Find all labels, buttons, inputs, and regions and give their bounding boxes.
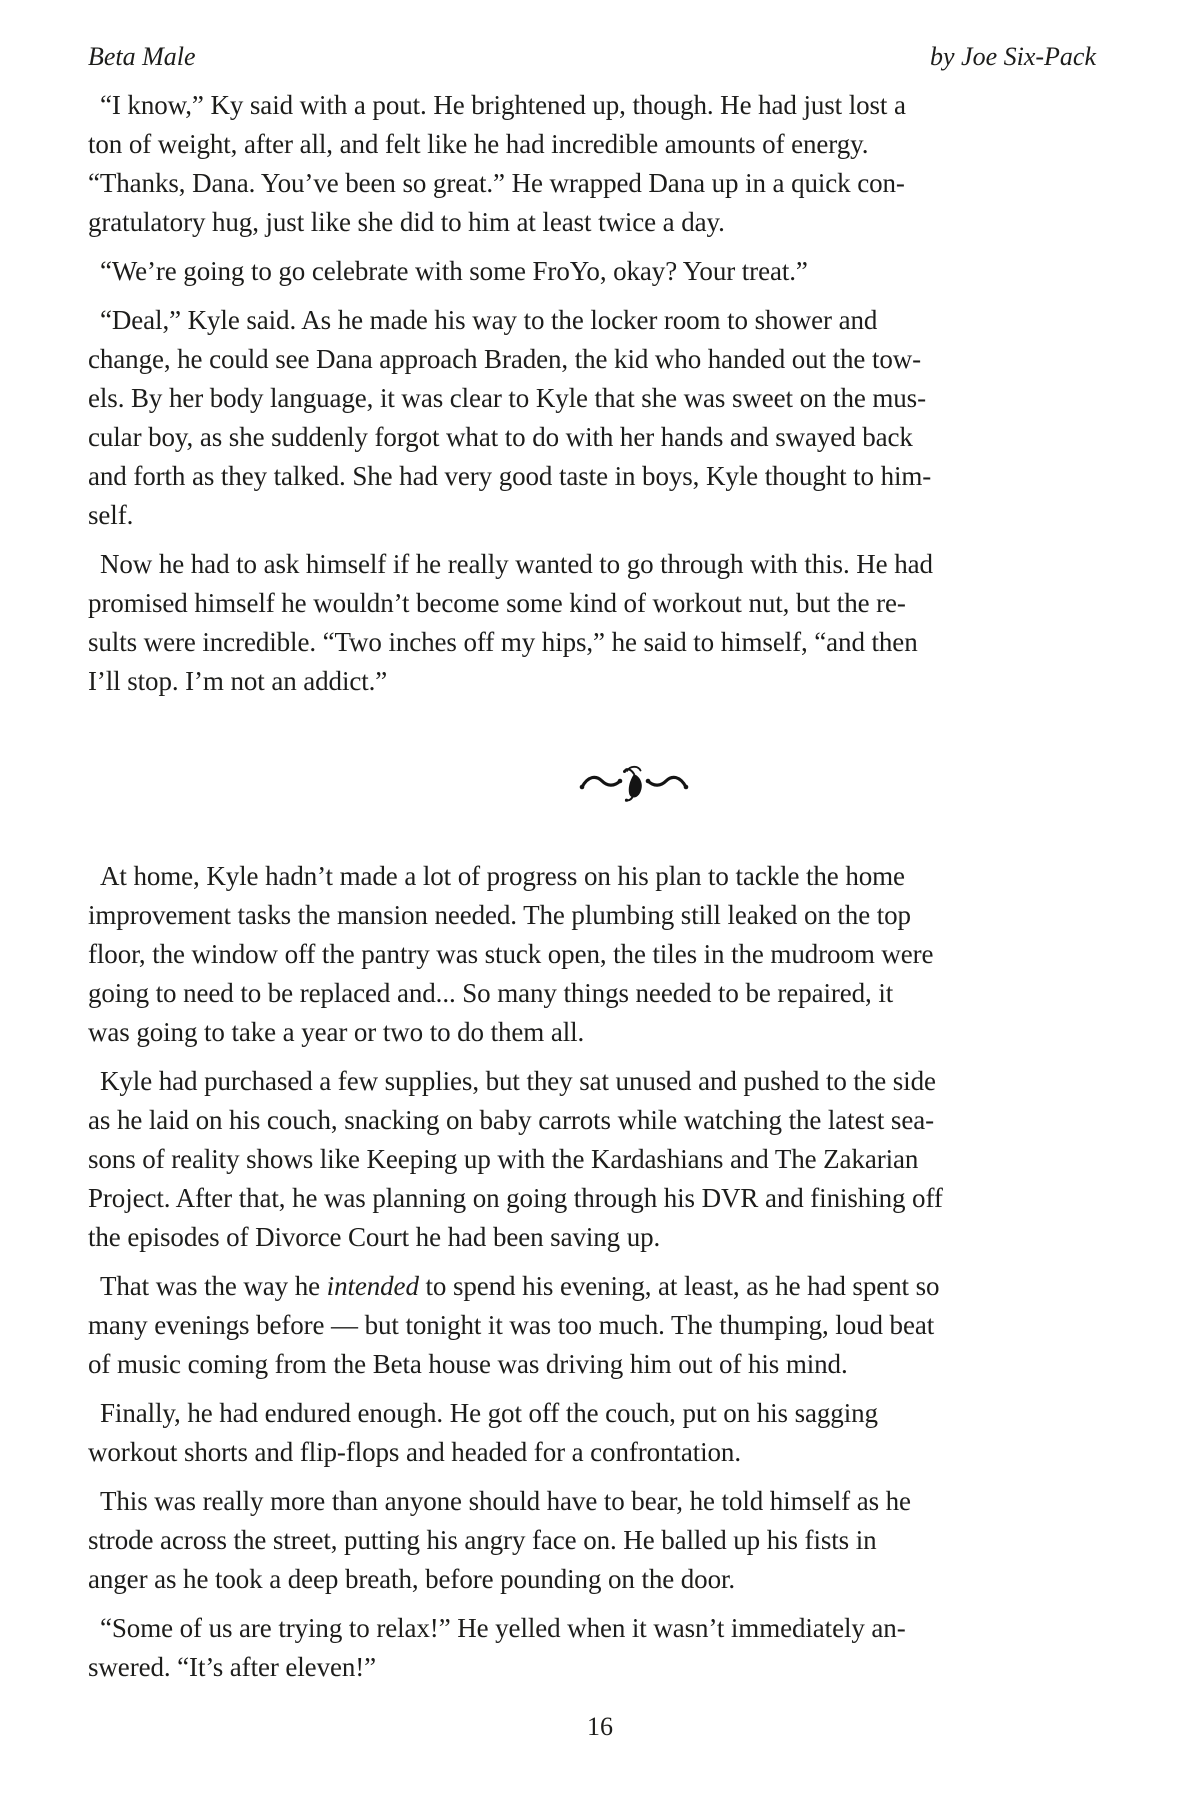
text-line: promised himself he wouldn’t become some kind of workout nut, but the re- (88, 588, 906, 618)
fleuron-ornament-icon (577, 763, 691, 803)
section-before-divider (88, 86, 1180, 701)
text-line: That was the way he intended to spend his evening, at least, as he had spent so (100, 1271, 940, 1301)
text-line: ton of weight, after all, and felt like he had incredible amounts of energy. (88, 129, 869, 159)
text-line: floor, the window off the pantry was stuck open, the tiles in the mudroom were (88, 939, 934, 969)
text-line: going to need to be replaced and... So many things needed to be repaired, it (88, 978, 894, 1008)
page-byline: by Joe Six-Pack (929, 42, 1096, 71)
text-line: strode across the street, putting his angry face on. He balled up his fists in (88, 1525, 877, 1555)
page-number: 16 (587, 1712, 613, 1741)
text-line: Now he had to ask himself if he really wanted to go through with this. He had (100, 549, 933, 579)
running-header (88, 42, 1096, 72)
text-line: cular boy, as she suddenly forgot what to do with her hands and swayed back (88, 422, 913, 452)
text-line: of music coming from the Beta house was driving him out of his mind. (88, 1349, 848, 1379)
paragraph (88, 1267, 1180, 1384)
text-line: as he laid on his couch, snacking on baby carrots while watching the latest sea- (88, 1105, 934, 1135)
text-line: This was really more than anyone should have to bear, he told himself as he (100, 1486, 911, 1516)
paragraph (88, 857, 1180, 1052)
paragraph (88, 545, 1180, 701)
text-line: I’ll stop. I’m not an addict.” (88, 666, 388, 696)
text-line: “We’re going to go celebrate with some FroYo, okay? Your treat.” (100, 256, 808, 286)
text-line: was going to take a year or two to do them all. (88, 1017, 585, 1047)
paragraph (88, 301, 1180, 535)
text-line: “Thanks, Dana. You’ve been so great.” He wrapped Dana up in a quick con- (88, 168, 905, 198)
paragraph (88, 1062, 1180, 1257)
text-line: els. By her body language, it was clear to Kyle that she was sweet on the mus- (88, 383, 926, 413)
section-divider (577, 763, 691, 803)
text-line: Project. After that, he was planning on going through his DVR and finishing off (88, 1183, 943, 1213)
paragraph (88, 252, 1180, 291)
text-line: “Some of us are trying to relax!” He yelled when it wasn’t immediately an- (100, 1613, 906, 1643)
text-line: gratulatory hug, just like she did to him at least twice a day. (88, 207, 725, 237)
page-title: Beta Male (88, 42, 196, 71)
text-line: “Deal,” Kyle said. As he made his way to the locker room to shower and (100, 305, 878, 335)
text-line: sults were incredible. “Two inches off my hips,” he said to himself, “and then (88, 627, 918, 657)
text-line: self. (88, 500, 134, 530)
text-line: At home, Kyle hadn’t made a lot of progress on his plan to tackle the home (100, 861, 905, 891)
text-line: anger as he took a deep breath, before pounding on the door. (88, 1564, 736, 1594)
text-line: workout shorts and flip-flops and headed for a confrontation. (88, 1437, 741, 1467)
text-line: and forth as they talked. She had very good taste in boys, Kyle thought to him- (88, 461, 932, 491)
text-line: sons of reality shows like Keeping up with the Kardashians and The Zakarian (88, 1144, 919, 1174)
text-line: “I know,” Ky said with a pout. He brightened up, though. He had just lost a (100, 90, 906, 120)
text-line: swered. “It’s after eleven!” (88, 1652, 377, 1682)
text-line: Finally, he had endured enough. He got off the couch, put on his sagging (100, 1398, 878, 1428)
text-line: Kyle had purchased a few supplies, but they sat unused and pushed to the side (100, 1066, 936, 1096)
paragraph (88, 1609, 1180, 1687)
text-line: the episodes of Divorce Court he had been saving up. (88, 1222, 661, 1252)
paragraph (88, 1394, 1180, 1472)
paragraph (88, 86, 1180, 242)
text-line: change, he could see Dana approach Braden, the kid who handed out the tow- (88, 344, 922, 374)
page-footer (0, 1712, 1200, 1742)
body-text (88, 86, 1180, 1697)
text-line: many evenings before — but tonight it was too much. The thumping, loud beat (88, 1310, 935, 1340)
section-after-divider (88, 857, 1180, 1687)
paragraph (88, 1482, 1180, 1599)
text-line: improvement tasks the mansion needed. The plumbing still leaked on the top (88, 900, 911, 930)
